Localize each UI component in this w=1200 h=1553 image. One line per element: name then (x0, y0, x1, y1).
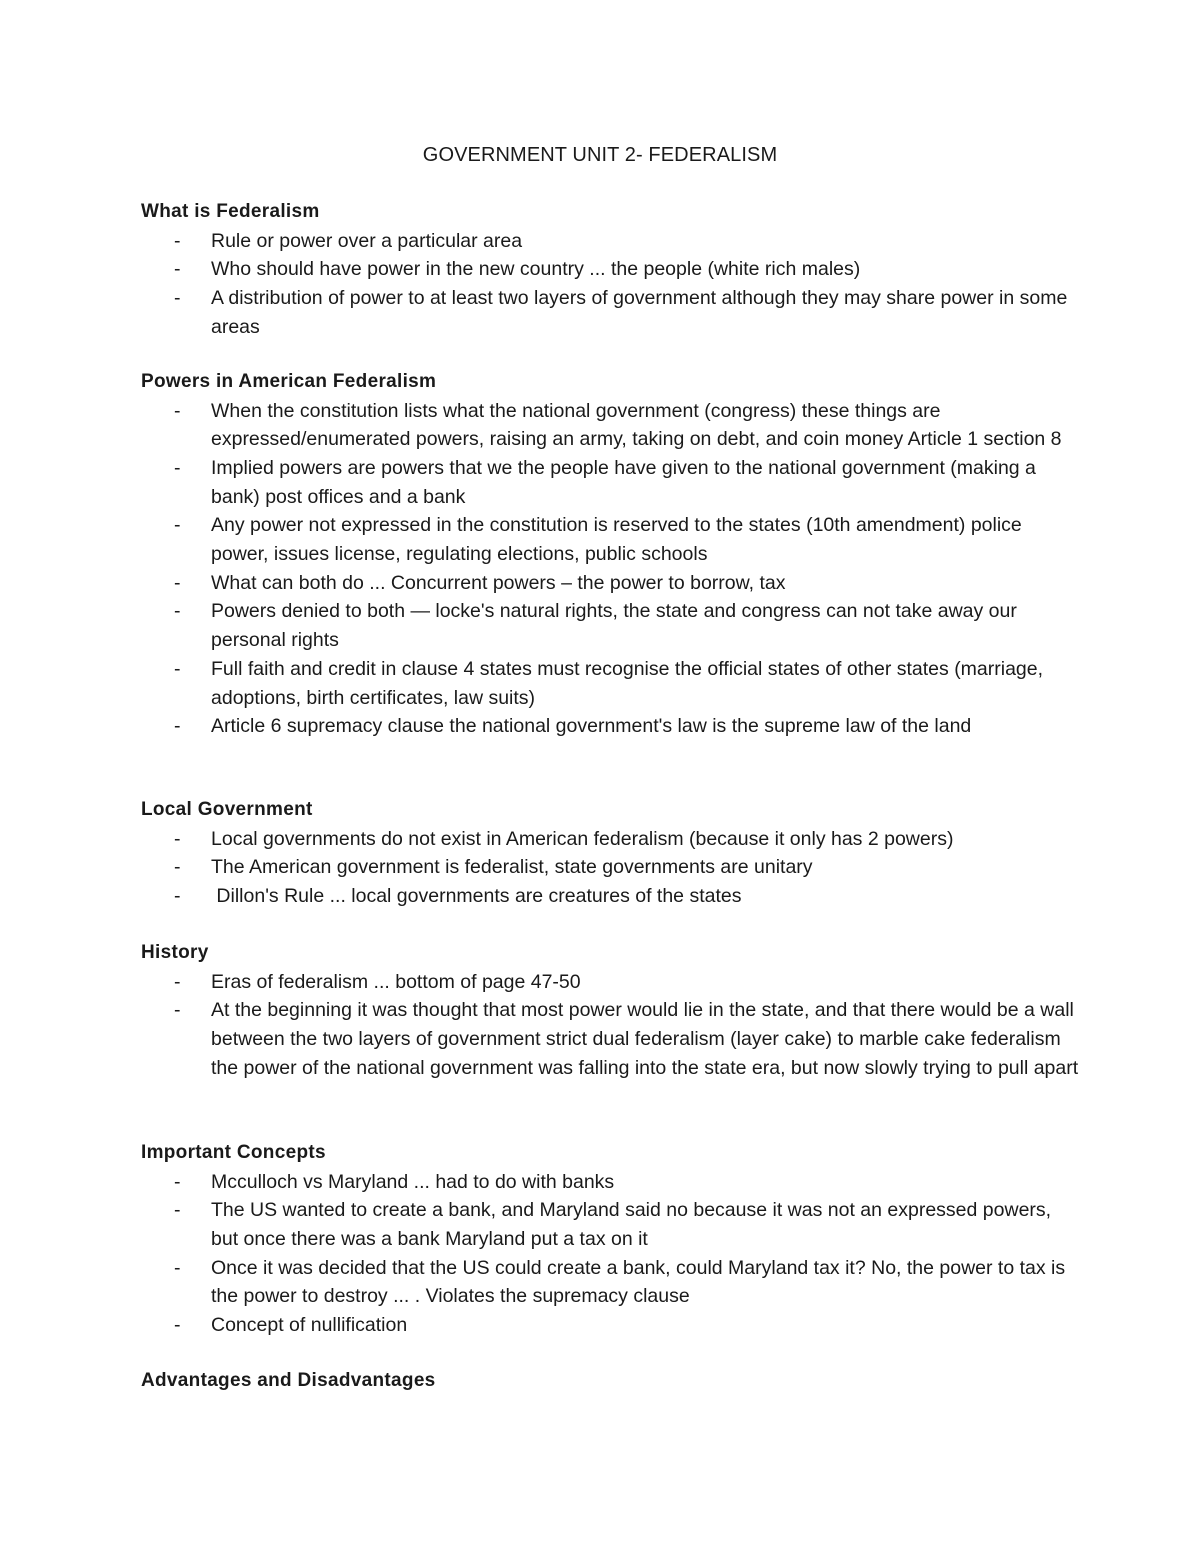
section-heading: Powers in American Federalism (141, 371, 437, 392)
bullet-dash: - (174, 229, 181, 252)
list-item (141, 1311, 1081, 1340)
list-item (141, 1254, 1081, 1311)
list-item (141, 569, 1081, 598)
bullet-dash: - (174, 1256, 181, 1279)
bullet-dash: - (174, 571, 181, 594)
bullet-dash: - (174, 1170, 181, 1193)
section-local-government (141, 796, 1081, 911)
list-item (141, 853, 1081, 882)
list-item-text: A distribution of power to at least two layers of government although they may share power in some areas (211, 286, 1068, 338)
list-item-text: At the beginning it was thought that most power would lie in the state, and that there would be a wall between the two layers of government strict dual federalism (layer cake) to marble cake federalism the power of the national government was falling into the state era, but now slowly trying to pull apart (211, 999, 1079, 1079)
bullet-dash: - (174, 456, 181, 479)
list-item (141, 1168, 1081, 1197)
list-item-text: Concept of nullification (211, 1314, 408, 1337)
list-item (141, 882, 1081, 911)
list-item-text: Who should have power in the new country ... the people (white rich males) (211, 258, 861, 281)
list-item (141, 712, 1081, 741)
list-item (141, 655, 1081, 712)
list-item-text: When the constitution lists what the national government (congress) these things are expressed/enumerated powers, raising an army, taking on debt, and coin money Article 1 section 8 (211, 399, 1062, 451)
bullet-list (141, 227, 1081, 342)
bullet-dash: - (174, 1314, 181, 1337)
bullet-dash: - (174, 286, 181, 309)
list-item-text: Article 6 supremacy clause the national government's law is the supreme law of the land (211, 715, 972, 738)
list-item (141, 255, 1081, 284)
list-item-text: Dillon's Rule ... local governments are creatures of the states (211, 884, 742, 907)
list-item (141, 1196, 1081, 1253)
list-item-text: What can both do ... Concurrent powers – the power to borrow, tax (211, 571, 786, 594)
bullet-dash: - (174, 258, 181, 281)
list-item (141, 597, 1081, 654)
list-item-text: Mcculloch vs Maryland ... had to do with banks (211, 1170, 615, 1193)
bullet-dash: - (174, 514, 181, 537)
list-item-text: Implied powers are powers that we the people have given to the national government (making a bank) post offices and a bank (211, 456, 1036, 508)
bullet-dash: - (174, 1199, 181, 1222)
list-item-text: Local governments do not exist in American federalism (because it only has 2 powers) (211, 827, 954, 850)
section-important-concepts (141, 1139, 1081, 1340)
list-item (141, 227, 1081, 256)
list-item-text: Any power not expressed in the constitution is reserved to the states (10th amendment) police power, issues license, regulating elections, public schools (211, 514, 1022, 566)
bullet-dash: - (174, 715, 181, 738)
list-item-text: The US wanted to create a bank, and Maryland said no because it was not an expressed powers, but once there was a bank Maryland put a tax on it (211, 1199, 1052, 1250)
section-heading: Local Government (141, 799, 313, 820)
bullet-list (141, 397, 1081, 741)
list-item (141, 454, 1081, 511)
section-what-is-federalism (141, 198, 1081, 341)
list-item-text: Full faith and credit in clause 4 states must recognise the official states of other states (marriage, adoptions, birth certificates, law suits) (211, 657, 1044, 709)
list-item-text: Powers denied to both — locke's natural rights, the state and congress can not take away our personal rights (211, 600, 1017, 652)
list-item (141, 511, 1081, 568)
bullet-dash: - (174, 827, 181, 850)
section-heading: Important Concepts (141, 1142, 326, 1163)
bullet-dash: - (174, 399, 181, 422)
bullet-dash: - (174, 970, 181, 993)
list-item (141, 968, 1081, 997)
bullet-dash: - (174, 600, 181, 623)
list-item-text: Rule or power over a particular area (211, 229, 523, 252)
list-item (141, 284, 1081, 341)
list-item (141, 996, 1081, 1082)
bullet-dash: - (174, 999, 181, 1022)
bullet-dash: - (174, 884, 181, 907)
section-powers-in-american-federalism (141, 368, 1081, 741)
section-heading: What is Federalism (141, 201, 320, 222)
list-item (141, 397, 1081, 454)
section-history (141, 939, 1081, 1082)
bullet-dash: - (174, 856, 181, 879)
section-heading: History (141, 942, 209, 963)
bullet-dash: - (174, 657, 181, 680)
bullet-list (141, 1168, 1081, 1340)
section-heading: Advantages and Disadvantages (141, 1370, 436, 1391)
list-item (141, 825, 1081, 854)
list-item-text: Once it was decided that the US could create a bank, could Maryland tax it? No, the power to tax is the power to destroy ... . Violates the supremacy clause (211, 1256, 1066, 1308)
list-item-text: Eras of federalism ... bottom of page 47-50 (211, 970, 581, 993)
list-item-text: The American government is federalist, state governments are unitary (211, 856, 813, 879)
document-title: GOVERNMENT UNIT 2- FEDERALISM (422, 144, 778, 166)
section-advantages-and-disadvantages (141, 1367, 1081, 1396)
bullet-list (141, 968, 1081, 1083)
bullet-list (141, 825, 1081, 911)
